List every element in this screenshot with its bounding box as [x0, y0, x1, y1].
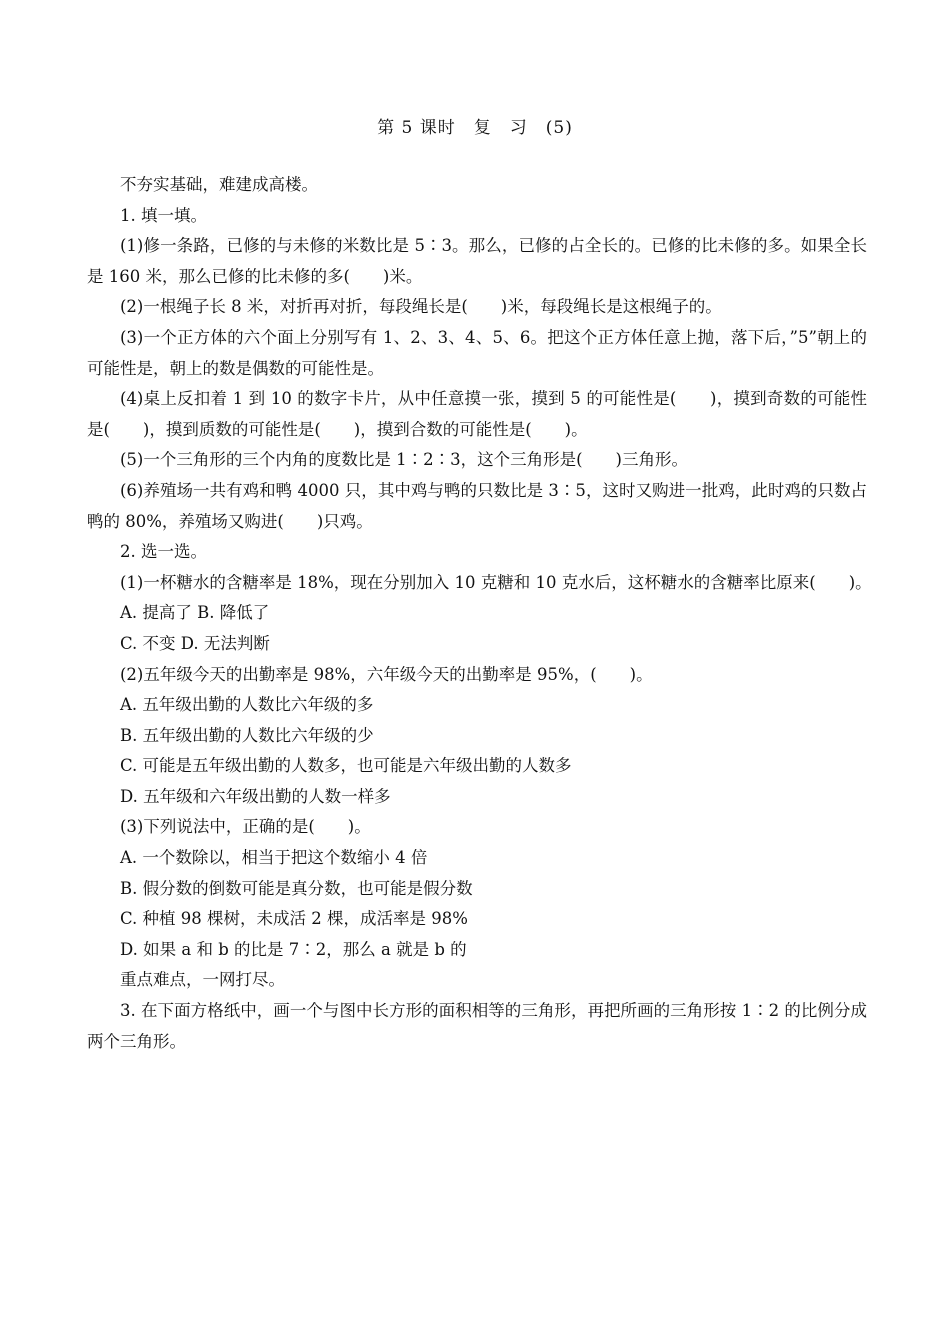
fill-question-5: (5)一个三角形的三个内角的度数比是 1∶2∶3，这个三角形是( )三角形。 [120, 450, 688, 470]
page-title: 第 5 课时 复 习 (5) [377, 118, 573, 138]
intro-motto: 不夯实基础，难建成高楼。 [120, 175, 318, 194]
choice-option: A. 提高了 B. 降低了 [120, 603, 270, 623]
choice-question-1: (1)一杯糖水的含糖率是 18%，现在分别加入 10 克糖和 10 克水后，这杯糖水的含糖率比原来( )。 [120, 572, 872, 592]
choice-option: D. 五年级和六年级出勤的人数一样多 [120, 786, 391, 806]
choice-question-2: (2)五年级今天的出勤率是 98%，六年级今天的出勤率是 95%，( )。 [120, 664, 653, 684]
exercise-body [87, 170, 872, 1057]
fill-question-4: (4)桌上反扣着 1 到 10 的数字卡片，从中任意摸一张，摸到 5 的可能性是( )，摸到奇数的可能性是( )，摸到质数的可能性是( )，摸到合数的可能性是( )。 [87, 389, 867, 439]
choice-option: A. 一个数除以，相当于把这个数缩小 4 倍 [120, 848, 428, 868]
choice-option: B. 假分数的倒数可能是真分数，也可能是假分数 [120, 878, 473, 898]
section1-heading: 1. 填一填。 [120, 205, 207, 225]
choice-option: B. 五年级出勤的人数比六年级的少 [120, 725, 374, 745]
choice-option: C. 可能是五年级出勤的人数多，也可能是六年级出勤的人数多 [120, 756, 572, 776]
fill-question-1: (1)修一条路，已修的与未修的米数比是 5∶3。那么，已修的占全长的。已修的比未修的多。如果全长是 160 米，那么已修的比未修的多( )米。 [87, 236, 867, 286]
choice-option: A. 五年级出勤的人数比六年级的多 [120, 695, 374, 715]
choice-option: D. 如果 a 和 b 的比是 7∶2，那么 a 就是 b 的 [120, 939, 467, 959]
section2-heading: 2. 选一选。 [120, 542, 207, 562]
choice-option: C. 不变 D. 无法判断 [120, 633, 270, 653]
choice-option: C. 种植 98 棵树，未成活 2 棵，成活率是 98% [120, 909, 468, 929]
fill-question-3: (3)一个正方体的六个面上分别写有 1、2、3、4、5、6。把这个正方体任意上抛，落下后，”5”朝上的可能性是，朝上的数是偶数的可能性是。 [87, 327, 867, 378]
drawing-question: 3. 在下面方格纸中，画一个与图中长方形的面积相等的三角形，再把所画的三角形按 1∶2 的比例分成两个三角形。 [87, 1001, 867, 1051]
fill-question-2: (2)一根绳子长 8 米，对折再对折，每段绳长是( )米，每段绳长是这根绳子的。 [120, 297, 722, 317]
fill-question-6: (6)养殖场一共有鸡和鸭 4000 只，其中鸡与鸭的只数比是 3∶5，这时又购进一批鸡，此时鸡的只数占鸭的 80%，养殖场又购进( )只鸡。 [87, 480, 867, 531]
choice-question-3: (3)下列说法中，正确的是( )。 [120, 817, 371, 837]
section-motto: 重点难点，一网打尽。 [120, 970, 285, 990]
